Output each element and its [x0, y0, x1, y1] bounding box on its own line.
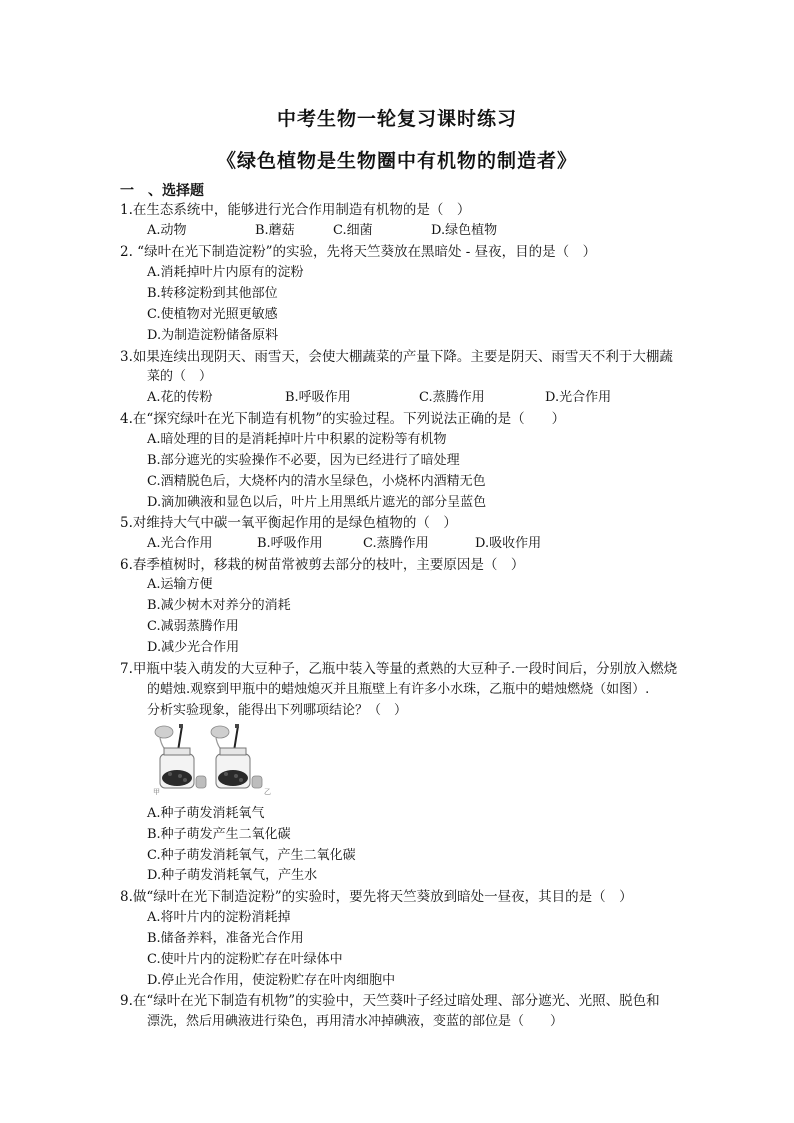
question-8-option-c: C.使叶片内的淀粉贮存在叶绿体中: [147, 952, 343, 967]
question-1-stem: 1.在生态系统中，能够进行光合作用制造有机物的是（ ）: [120, 202, 471, 218]
question-7-option-c: C.种子萌发消耗氧气，产生二氧化碳: [147, 848, 356, 863]
question-7-option-a: A.种子萌发消耗氧气: [147, 806, 265, 821]
question-8-option-a: A.将叶片内的淀粉消耗掉: [147, 910, 291, 925]
question-7-stem: 7.甲瓶中装入萌发的大豆种子，乙瓶中装入等量的煮熟的大豆种子.一段时间后，分别放入燃烧: [120, 661, 678, 677]
option-b: B.呼吸作用: [285, 390, 351, 405]
question-9-stem-cont: 漂洗，然后用碘液进行染色，再用清水冲掉碘液，变蓝的部位是（ ）: [147, 1014, 564, 1029]
question-3-options: [147, 388, 611, 408]
option-c: C.蒸腾作用: [419, 390, 485, 405]
option-a: A.动物: [147, 223, 187, 238]
jar-jia: [153, 724, 206, 796]
question-6-option-a: A.运输方便: [147, 577, 213, 592]
option-c: C.蒸腾作用: [363, 536, 429, 551]
question-7-option-b: B.种子萌发产生二氧化碳: [147, 827, 291, 842]
page-title: 中考生物一轮复习课时练习: [276, 108, 517, 130]
question-2-option-b: B.转移淀粉到其他部位: [147, 286, 278, 301]
jar-label-yi: 乙: [264, 788, 271, 796]
option-a: A.光合作用: [147, 536, 213, 551]
section-heading: 一 、选择题: [120, 183, 204, 199]
question-1-options: [147, 221, 497, 241]
option-a: A.花的传粉: [147, 390, 213, 405]
option-b: B.蘑菇: [255, 223, 295, 238]
question-8-option-b: B.储备养料，准备光合作用: [147, 931, 304, 946]
question-2-stem: 2. “绿叶在光下制造淀粉”的实验，先将天竺葵放在黑暗处 - 昼夜，目的是（ ）: [120, 244, 597, 260]
question-7-stem-cont1: 的蜡烛.观察到甲瓶中的蜡烛熄灭并且瓶壁上有许多小水珠，乙瓶中的蜡烛燃烧（如图）.: [147, 682, 650, 697]
question-6-option-d: D.减少光合作用: [147, 640, 240, 655]
question-5-options: [147, 534, 541, 554]
question-7-stem-cont2: 分析实验现象，能得出下列哪项结论？（ ）: [147, 703, 408, 718]
question-8-stem: 8.做“绿叶在光下制造淀粉”的实验时，要先将天竺葵放到暗处一昼夜，其目的是（ ）: [120, 889, 633, 905]
question-7-option-d: D.种子萌发消耗氧气，产生水: [147, 868, 318, 883]
option-b: B.呼吸作用: [257, 536, 323, 551]
experiment-figure: [146, 722, 272, 800]
question-4-option-a: A.暗处理的目的是消耗掉叶片中积累的淀粉等有机物: [147, 432, 447, 447]
option-d: D.吸收作用: [475, 536, 542, 551]
option-d: D.绿色植物: [431, 223, 498, 238]
question-9-stem: 9.在“绿叶在光下制造有机物”的实验中，天竺葵叶子经过暗处理、部分遮光、光照、脱色和: [120, 993, 660, 1009]
question-6-stem: 6.春季植树时，移栽的树苗常被剪去部分的枝叶，主要原因是（ ）: [120, 557, 525, 573]
question-3-stem: 3.如果连续出现阴天、雨雪天，会使大棚蔬菜的产量下降。主要是阴天、雨雪天不利于大棚蔬: [120, 349, 673, 365]
question-2-option-d: D.为制造淀粉储备原料: [147, 328, 279, 343]
question-4-stem: 4.在“探究绿叶在光下制造有机物”的实验过程。下列说法正确的是（ ）: [120, 411, 566, 427]
question-6-option-b: B.减少树木对养分的消耗: [147, 598, 291, 613]
question-5-stem: 5.对维持大气中碳一氧平衡起作用的是绿色植物的（ ）: [120, 515, 457, 531]
page-subtitle: 《绿色植物是生物圈中有机物的制造者》: [216, 150, 577, 172]
option-c: C.细菌: [333, 223, 373, 238]
jar-yi: [211, 724, 271, 796]
question-2-option-c: C.使植物对光照更敏感: [147, 307, 278, 322]
question-2-option-a: A.消耗掉叶片内原有的淀粉: [147, 265, 304, 280]
question-8-option-d: D.停止光合作用，使淀粉贮存在叶肉细胞中: [147, 973, 396, 988]
question-4-option-d: D.滴加碘液和显色以后，叶片上用黑纸片遮光的部分呈蓝色: [147, 495, 487, 510]
option-d: D.光合作用: [545, 390, 612, 405]
jar-label-jia: 甲: [153, 788, 160, 796]
question-4-option-c: C.酒精脱色后，大烧杯内的清水呈绿色，小烧杯内酒精无色: [147, 474, 486, 489]
question-3-stem-cont: 菜的（ ）: [147, 369, 213, 384]
question-4-option-b: B.部分遮光的实验操作不必要，因为已经进行了暗处理: [147, 453, 460, 468]
question-6-option-c: C.减弱蒸腾作用: [147, 619, 239, 634]
